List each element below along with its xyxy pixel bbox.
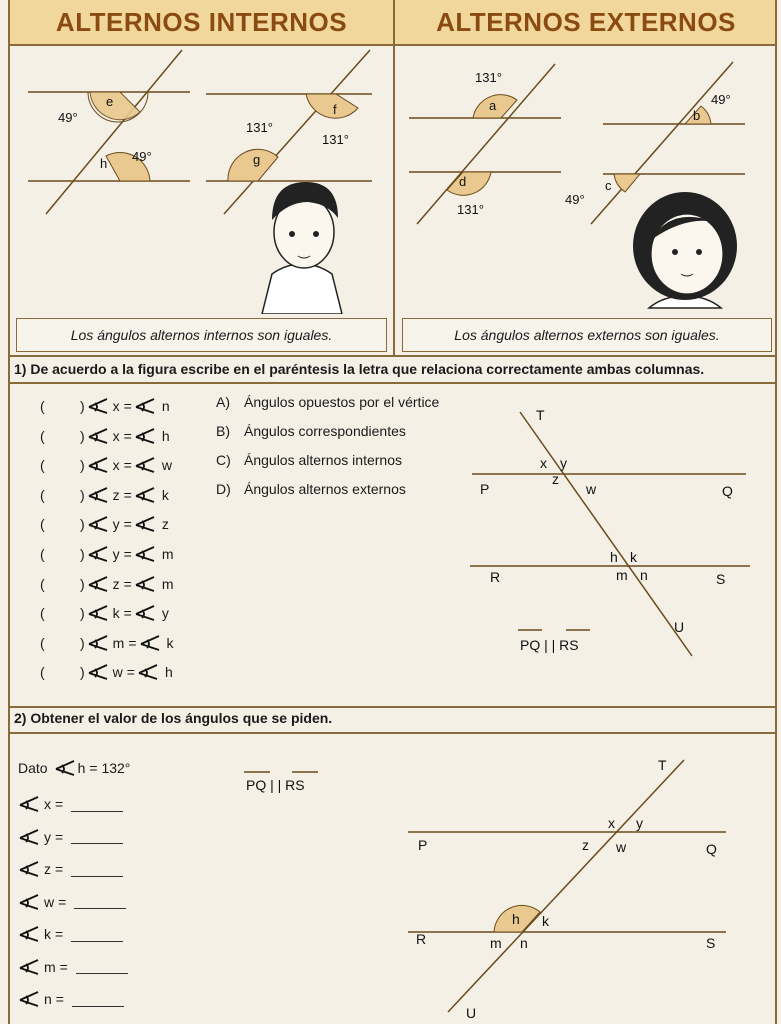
equals-sign: = <box>55 796 64 812</box>
answer-blank[interactable] <box>71 829 123 844</box>
paren-close: ) <box>80 427 85 444</box>
value-var: k <box>44 926 51 942</box>
border-right <box>775 0 777 1024</box>
value-var: z <box>44 861 51 877</box>
angle-symbol-icon <box>87 545 109 563</box>
equals-sign: = <box>123 457 132 474</box>
fig1-T: T <box>536 407 545 423</box>
angle-symbol-icon <box>87 604 109 622</box>
answer-blank[interactable] <box>71 862 123 877</box>
paren-open: ( <box>40 575 45 592</box>
answer-blank[interactable] <box>71 797 123 812</box>
angle-49-a: 49° <box>711 92 731 107</box>
answer-blank[interactable] <box>71 927 123 942</box>
fig2-U: U <box>466 1005 477 1020</box>
dato-value: = 132° <box>89 760 131 776</box>
angle-symbol-icon <box>18 893 40 911</box>
header-alternos-internos <box>10 0 393 46</box>
angle-symbol-icon <box>134 545 156 563</box>
label-c: c <box>605 178 612 193</box>
value-row <box>18 989 124 1009</box>
row-left-var: x <box>112 457 120 474</box>
angle-symbol-icon <box>134 456 156 474</box>
equals-sign: = <box>55 828 64 845</box>
equals-sign: = <box>123 605 132 622</box>
section1-figure <box>460 400 760 660</box>
equals-sign: = <box>123 516 132 533</box>
angle-symbol-icon <box>134 397 156 415</box>
row-right-var: m <box>161 575 174 592</box>
paren-close: ) <box>80 664 85 681</box>
equals-sign: = <box>55 861 64 877</box>
fig2-m: m <box>490 935 502 951</box>
paren-close: ) <box>80 457 85 474</box>
option-c <box>216 452 402 468</box>
value-row <box>18 892 126 912</box>
paren-close: ) <box>80 516 85 533</box>
divider-section2-title <box>8 732 777 734</box>
label-d: d <box>459 174 467 189</box>
row-left-var: z <box>112 486 120 503</box>
header-right-title: ALTERNOS EXTERNOS <box>436 6 736 37</box>
row-right-var: k <box>166 634 174 651</box>
match-row <box>40 603 169 623</box>
dato-var: h <box>77 760 86 776</box>
fig1-z: z <box>552 471 559 487</box>
value-var: y <box>44 828 51 845</box>
paren-open: ( <box>40 457 45 474</box>
fig1-w: w <box>586 481 597 497</box>
angle-symbol-icon <box>18 860 40 878</box>
fig2-n: n <box>520 935 528 951</box>
angle-symbol-icon <box>87 397 109 415</box>
angle-symbol-icon <box>134 604 156 622</box>
equals-sign: = <box>58 893 67 910</box>
match-row <box>40 426 170 446</box>
row-right-var: y <box>161 605 169 622</box>
row-right-var: k <box>161 486 169 503</box>
row-left-var: y <box>112 546 120 562</box>
angle-symbol-icon <box>87 456 109 474</box>
figure-externos <box>395 44 775 314</box>
answer-blank[interactable] <box>74 894 126 909</box>
value-row <box>18 859 123 879</box>
paren-open: ( <box>40 664 45 681</box>
value-row <box>18 827 123 847</box>
match-row <box>40 662 173 682</box>
paren-open: ( <box>40 546 45 562</box>
match-row <box>40 544 174 564</box>
caption-externos-text: Los ángulos alternos externos son iguales. <box>454 327 720 343</box>
fig1-U: U <box>674 619 685 635</box>
value-row <box>18 794 123 814</box>
paren-open: ( <box>40 605 45 622</box>
label-f: f <box>333 102 337 117</box>
paren-close: ) <box>80 546 85 562</box>
answer-blank[interactable] <box>76 959 128 974</box>
section2-figure <box>400 750 760 1020</box>
fig2-k: k <box>542 913 549 929</box>
section2-title: 2) Obtener el valor de los ángulos que se piden. <box>14 710 333 726</box>
angle-symbol-icon <box>134 427 156 445</box>
value-var: m <box>44 958 56 975</box>
row-right-var: w <box>161 457 172 474</box>
option-c-key: C) <box>216 452 231 468</box>
header-alternos-externos <box>395 0 777 46</box>
angle-symbol-icon <box>87 486 109 504</box>
angle-131-b: 131° <box>457 202 484 217</box>
match-row <box>40 574 174 594</box>
fig2-T: T <box>658 757 667 773</box>
fig2-Q: Q <box>706 841 717 857</box>
angle-symbol-icon <box>134 575 156 593</box>
angle-symbol-icon <box>139 634 161 652</box>
fig1-k: k <box>630 549 637 565</box>
dato-row <box>18 758 130 778</box>
match-row <box>40 485 169 505</box>
value-var: n <box>44 991 52 1007</box>
value-var: x <box>44 796 51 812</box>
equals-sign: = <box>123 486 132 503</box>
fig1-n: n <box>640 567 648 583</box>
header-left-title: ALTERNOS INTERNOS <box>55 6 348 37</box>
option-b-text: Ángulos correspondientes <box>244 423 406 439</box>
fig1-h: h <box>610 549 618 565</box>
fig1-R: R <box>490 569 501 585</box>
option-a-key: A) <box>216 394 230 410</box>
fig1-P: P <box>480 481 490 497</box>
match-row <box>40 455 172 475</box>
angle-49-a: 49° <box>58 110 78 125</box>
section2-parallel-note <box>240 766 330 796</box>
paren-close: ) <box>80 398 85 414</box>
match-row <box>40 633 174 653</box>
divider-section1-title <box>8 382 777 384</box>
row-right-var: z <box>161 516 169 533</box>
equals-sign: = <box>55 991 64 1007</box>
fig1-x: x <box>540 455 547 471</box>
fig2-R: R <box>416 931 427 947</box>
fig1-S: S <box>716 571 726 587</box>
match-row <box>40 514 169 534</box>
option-d-key: D) <box>216 481 231 497</box>
equals-sign: = <box>123 398 132 414</box>
label-e: e <box>106 94 114 109</box>
equals-sign: = <box>123 546 132 562</box>
equals-sign: = <box>123 427 132 444</box>
angle-49-b: 49° <box>132 149 152 164</box>
option-d <box>216 481 406 497</box>
option-c-text: Ángulos alternos internos <box>244 452 402 468</box>
row-right-var: h <box>161 427 170 444</box>
fig1-y: y <box>560 455 567 471</box>
label-a: a <box>489 98 497 113</box>
option-b-key: B) <box>216 423 230 439</box>
angle-symbol-icon <box>137 663 159 681</box>
equals-sign: = <box>55 926 64 942</box>
section1-title: 1) De acuerdo a la figura escribe en el paréntesis la letra que relaciona correctamente ambas columnas. <box>14 361 705 377</box>
option-b <box>216 423 406 439</box>
angle-symbol-icon <box>87 575 109 593</box>
angle-symbol-icon <box>18 958 40 976</box>
paren-close: ) <box>80 634 85 651</box>
angle-131-b: 131° <box>322 132 349 147</box>
angle-symbol-icon <box>18 795 40 813</box>
paren-open: ( <box>40 516 45 533</box>
fig1-parallel-note: PQ | | RS <box>520 637 579 653</box>
angle-131-a: 131° <box>475 70 502 85</box>
divider-section2-top <box>8 706 777 708</box>
row-left-var: z <box>112 575 120 592</box>
caption-internos <box>16 318 387 352</box>
fig2-S: S <box>706 935 716 951</box>
angle-symbol-icon <box>54 759 76 777</box>
paren-open: ( <box>40 486 45 503</box>
fig1-m: m <box>616 567 628 583</box>
row-left-var: k <box>112 605 120 622</box>
row-right-var: m <box>161 546 174 562</box>
angle-49-b: 49° <box>565 192 585 207</box>
angle-131-a: 131° <box>246 120 273 135</box>
paren-close: ) <box>80 605 85 622</box>
paren-open: ( <box>40 634 45 651</box>
row-left-var: x <box>112 398 120 414</box>
label-h: h <box>100 156 108 171</box>
angle-symbol-icon <box>18 925 40 943</box>
value-row <box>18 924 123 944</box>
fig2-h: h <box>512 911 520 927</box>
row-left-var: m <box>112 634 125 651</box>
row-left-var: w <box>112 664 123 681</box>
caption-externos <box>402 318 772 352</box>
paren-open: ( <box>40 398 45 414</box>
fig2-P: P <box>418 837 428 853</box>
equals-sign: = <box>59 958 68 975</box>
row-right-var: n <box>161 398 170 414</box>
divider-section1-top <box>8 355 777 357</box>
fig2-z: z <box>582 837 589 853</box>
fig2-y: y <box>636 815 643 831</box>
label-b: b <box>693 108 701 123</box>
paren-close: ) <box>80 575 85 592</box>
row-left-var: y <box>112 516 120 533</box>
fig2-x: x <box>608 815 615 831</box>
option-d-text: Ángulos alternos externos <box>244 481 406 497</box>
value-var: w <box>44 893 55 910</box>
boy-illustration <box>262 182 342 314</box>
angle-symbol-icon <box>87 663 109 681</box>
girl-illustration <box>633 192 737 308</box>
equals-sign: = <box>123 575 132 592</box>
paren-close: ) <box>80 486 85 503</box>
dato-label: Dato <box>18 760 48 776</box>
section2-parallel-text: PQ | | RS <box>246 777 305 793</box>
angle-symbol-icon <box>87 427 109 445</box>
angle-symbol-icon <box>18 828 40 846</box>
row-right-var: h <box>164 664 173 681</box>
answer-blank[interactable] <box>72 992 124 1007</box>
match-row <box>40 396 170 416</box>
label-g: g <box>253 152 261 167</box>
angle-symbol-icon <box>134 486 156 504</box>
angle-symbol-icon <box>87 515 109 533</box>
fig1-Q: Q <box>722 483 733 499</box>
equals-sign: = <box>126 664 135 681</box>
angle-symbol-icon <box>18 990 40 1008</box>
row-left-var: x <box>112 427 120 444</box>
option-a-text: Ángulos opuestos por el vértice <box>244 394 440 410</box>
option-a <box>216 394 439 410</box>
paren-open: ( <box>40 427 45 444</box>
figure-internos <box>10 44 393 314</box>
caption-internos-text: Los ángulos alternos internos son iguales. <box>70 327 333 343</box>
fig2-w: w <box>616 839 627 855</box>
angle-symbol-icon <box>87 634 109 652</box>
equals-sign: = <box>128 634 137 651</box>
angle-symbol-icon <box>134 515 156 533</box>
value-row <box>18 957 128 977</box>
